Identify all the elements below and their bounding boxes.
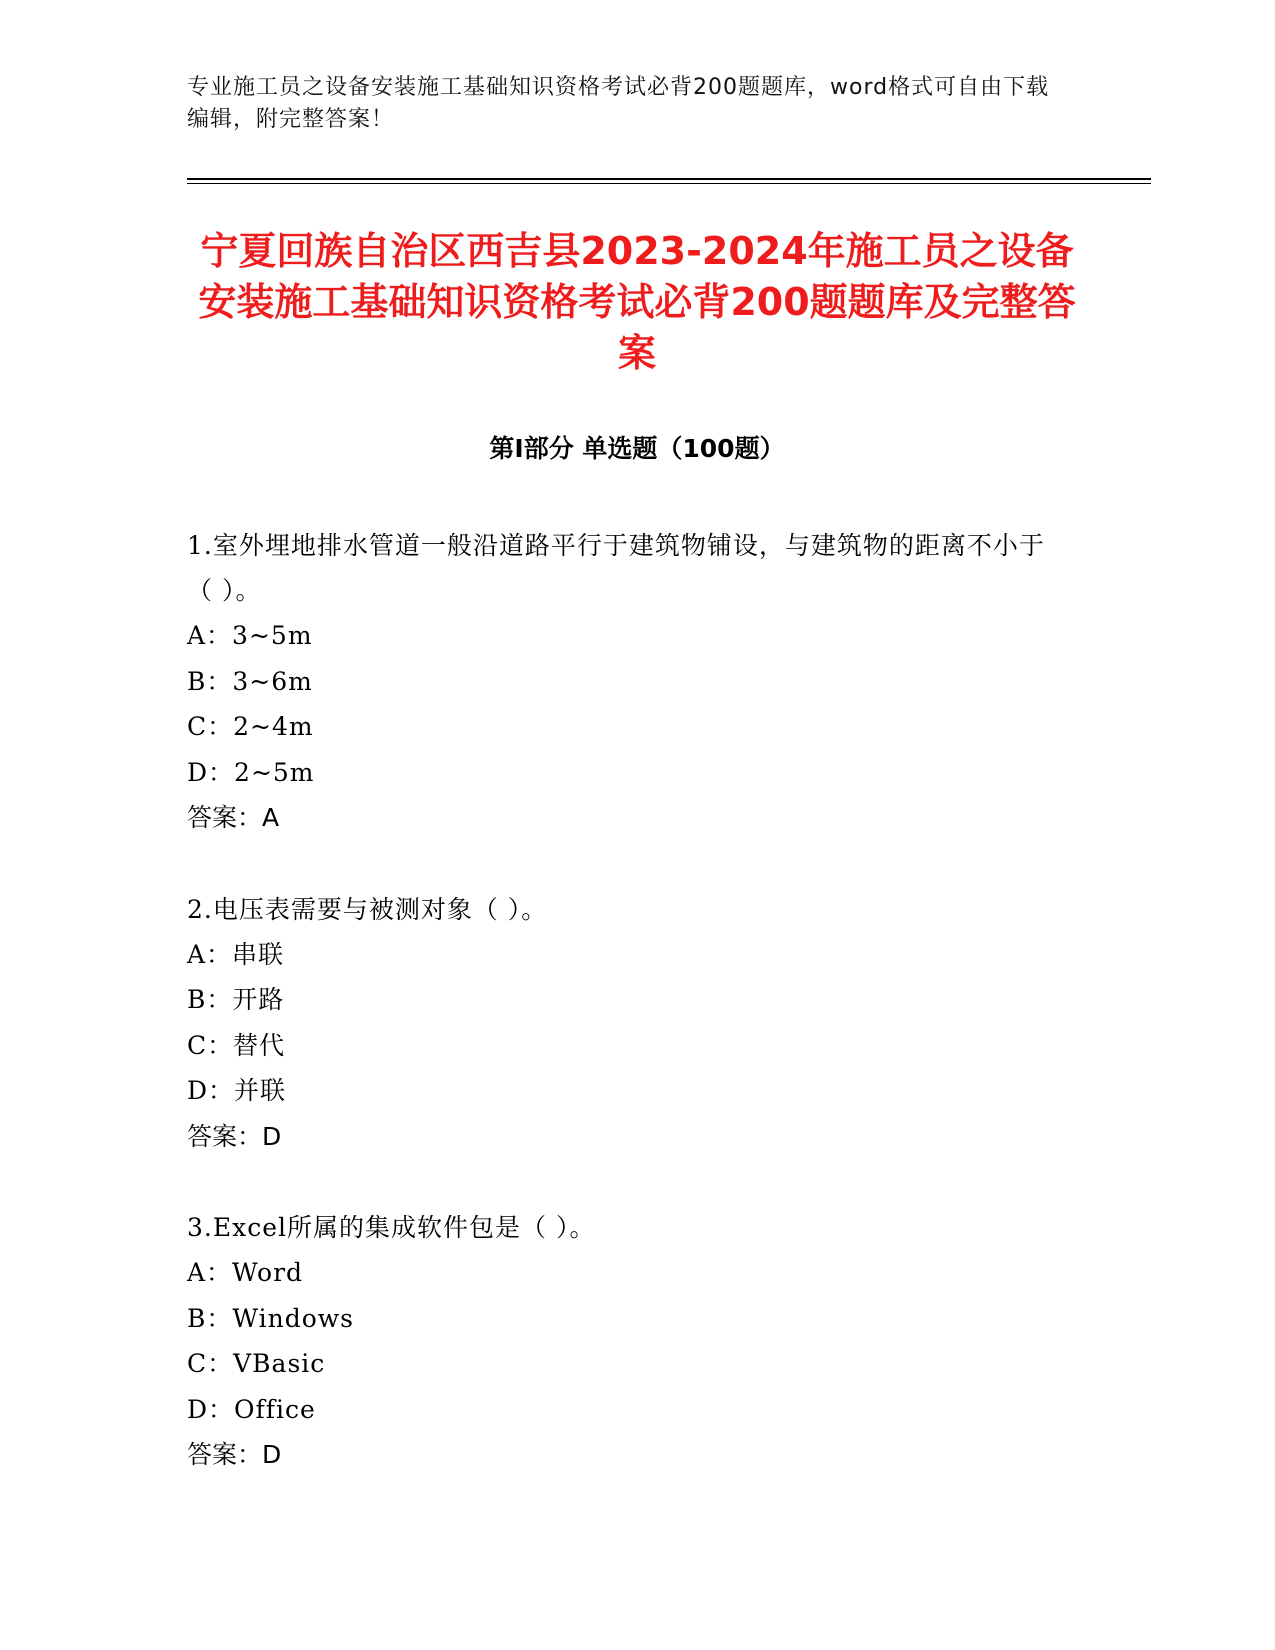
question-list — [187, 523, 1087, 1524]
option-a: A：3~5m — [187, 621, 313, 650]
option-c: C：替代 — [187, 1030, 286, 1060]
question-stem: 1.室外埋地排水管道一般沿道路平行于建筑物铺设，与建筑物的距离不小于（ ）。 — [187, 531, 1045, 605]
question-stem: 3.Excel所属的集成软件包是（ ）。 — [187, 1213, 596, 1242]
header-divider-thin — [187, 183, 1151, 184]
question-stem: 2.电压表需要与被测对象（ ）。 — [187, 894, 548, 924]
option-d: D：2~5m — [187, 757, 315, 787]
answer: 答案：D — [187, 1440, 282, 1469]
answer: 答案：A — [187, 803, 280, 832]
option-d: D：Office — [187, 1394, 316, 1424]
option-c: C：2~4m — [187, 712, 314, 741]
option-b: B：开路 — [187, 985, 285, 1014]
option-d: D：并联 — [187, 1076, 287, 1105]
header-divider-thick — [187, 178, 1151, 180]
option-b: B：Windows — [187, 1303, 355, 1333]
answer: 答案：D — [187, 1121, 282, 1151]
option-c: C：VBasic — [187, 1349, 326, 1378]
header-note: 专业施工员之设备安装施工基础知识资格考试必背200题题库，word格式可自由下载编辑，附完整答案！ — [187, 75, 1050, 132]
option-a: A：串联 — [187, 939, 285, 969]
document-title: 宁夏回族自治区西吉县2023-2024年施工员之设备安装施工基础知识资格考试必背200题题库及完整答案 — [198, 229, 1076, 375]
option-a: A：Word — [187, 1258, 304, 1287]
section-title: 第Ⅰ部分 单选题（100题） — [489, 434, 785, 463]
question-2 — [187, 887, 1087, 1160]
question-1 — [187, 523, 1087, 841]
question-3 — [187, 1205, 1087, 1478]
option-b: B：3~6m — [187, 666, 313, 696]
